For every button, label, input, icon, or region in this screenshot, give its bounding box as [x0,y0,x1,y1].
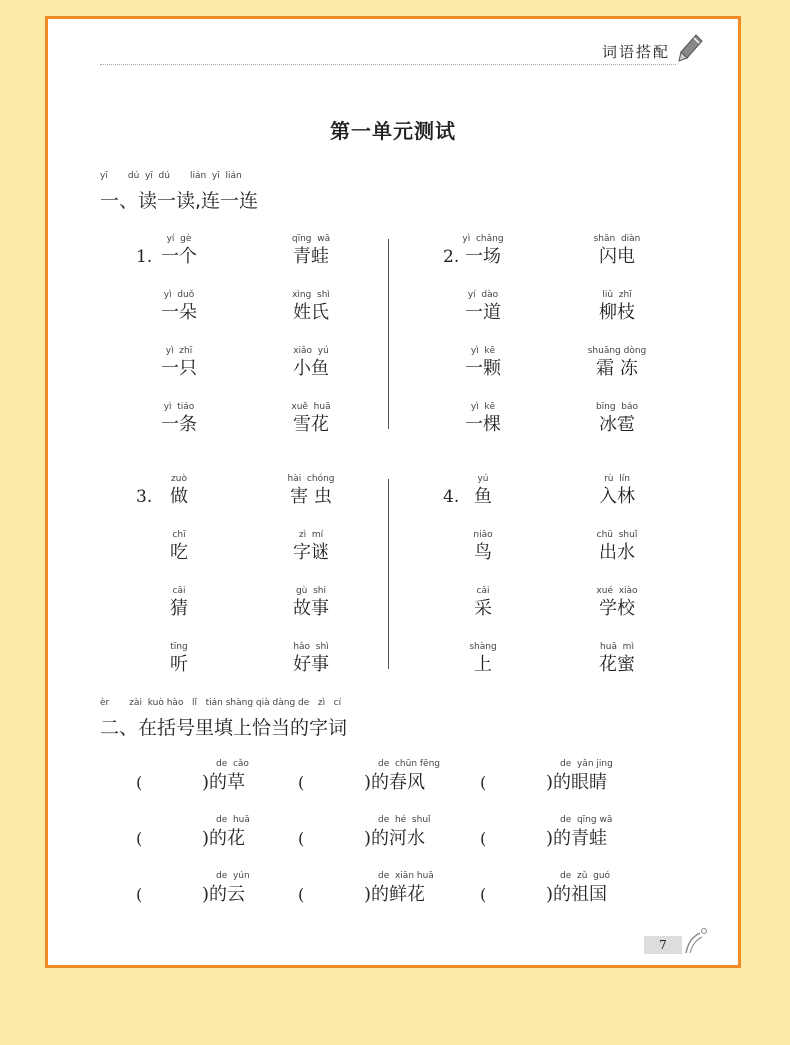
match-left-word[interactable] [134,346,224,381]
left-paren: ( [298,773,305,792]
word-pinyin: zuò [171,474,187,484]
word-hanzi: 柳枝 [599,302,635,323]
word-pinyin: xiǎo yú [293,346,329,356]
word-hanzi: 一个 [161,246,197,267]
match-right-word[interactable] [266,586,356,621]
match-right-word[interactable] [572,642,662,677]
word-hanzi: 字谜 [293,542,329,563]
word-hanzi: 花蜜 [599,654,635,675]
word-pinyin: hǎo shì [293,642,329,652]
match-left-word[interactable] [438,290,528,325]
match-left-word[interactable] [438,346,528,381]
word-hanzi: 做 [170,486,188,507]
left-paren: ( [298,885,305,904]
word-hanzi: 小鱼 [293,358,329,379]
word-pinyin: shàng [469,642,497,652]
left-paren: ( [480,829,487,848]
match-right-word[interactable] [572,290,662,325]
page-number: 7 [644,936,682,954]
word-hanzi: 出水 [599,542,635,563]
word-hanzi: 吃 [170,542,188,563]
blank-pinyin: de yǎn jing [560,759,613,769]
word-pinyin: niǎo [473,530,493,540]
word-pinyin: zì mí [298,530,324,540]
left-paren: ( [136,829,143,848]
match-left-word[interactable] [438,586,528,621]
match-left-word[interactable] [438,530,528,565]
swirl-decoration-icon [682,927,708,955]
blank-suffix: )的祖国 [546,884,608,905]
section1-pinyin: yī dú yī dú lián yī lián [100,171,242,181]
match-right-word[interactable] [572,586,662,621]
left-paren: ( [136,885,143,904]
word-hanzi: 鸟 [474,542,492,563]
word-pinyin: shǎn diàn [593,234,641,244]
match-right-word[interactable] [266,402,356,437]
match-right-word[interactable] [266,346,356,381]
section1-title-text: 一、读一读,连一连 [100,190,259,212]
word-hanzi: 害 虫 [290,486,332,507]
word-hanzi: 采 [474,598,492,619]
left-paren: ( [480,885,487,904]
header-title: 词语搭配 [601,43,670,61]
match-right-word[interactable] [266,642,356,677]
word-hanzi: 故事 [293,598,329,619]
group-number: 1. [136,247,153,267]
word-pinyin: yì duǒ [163,290,195,300]
match-left-word[interactable] [438,642,528,677]
left-paren: ( [136,773,143,792]
blank-pinyin: de xiān huā [378,871,434,881]
match-left-word[interactable] [438,402,528,437]
word-hanzi: 一颗 [465,358,501,379]
group-number: 2. [443,247,460,267]
word-hanzi: 一只 [161,358,197,379]
blank-suffix: )的鲜花 [364,884,426,905]
blank-pinyin: de chūn fēng [378,759,441,769]
word-hanzi: 一道 [465,302,501,323]
blank-suffix: )的青蛙 [546,828,608,849]
word-pinyin: yì kē [470,346,496,356]
word-hanzi: 好事 [293,654,329,675]
divider-line [388,239,389,429]
divider-line [388,479,389,669]
match-left-word[interactable] [134,402,224,437]
blank-suffix: )的眼睛 [546,772,608,793]
header-rule [100,64,676,65]
match-left-word[interactable] [134,642,224,677]
word-hanzi: 冰雹 [599,414,635,435]
blank-pinyin: de zǔ guó [560,871,611,881]
match-right-word[interactable] [572,234,662,269]
word-pinyin: yì tiáo [163,402,195,412]
match-right-word[interactable] [572,474,662,509]
match-right-word[interactable] [266,474,356,509]
blank-pinyin: de huā [216,815,250,825]
match-left-word[interactable] [134,290,224,325]
blank-pinyin: de yún [216,871,250,881]
word-pinyin: hài chóng [287,474,335,484]
word-pinyin: liǔ zhī [602,290,632,300]
match-right-word[interactable] [266,290,356,325]
word-pinyin: huā mì [600,642,634,652]
word-hanzi: 一条 [161,414,197,435]
word-pinyin: tīng [170,642,188,652]
word-hanzi: 霜 冻 [596,358,638,379]
word-pinyin: yú [477,474,489,484]
section2-title-text: 二、在括号里填上恰当的字词 [100,717,348,739]
word-hanzi: 入林 [599,486,635,507]
group-number: 3. [136,487,153,507]
word-pinyin: rù lín [604,474,630,484]
word-pinyin: cāi [172,586,186,596]
word-hanzi: 一场 [465,246,501,267]
word-pinyin: yì kē [470,402,496,412]
pencil-icon [678,33,704,63]
word-pinyin: cǎi [476,586,490,596]
left-paren: ( [480,773,487,792]
word-pinyin: yì chǎng [462,234,504,244]
blank-pinyin: de hé shuǐ [378,815,431,825]
section1-title [100,171,259,213]
word-pinyin: gù shi [295,586,327,596]
blank-pinyin: de cǎo [216,759,249,769]
word-hanzi: 雪花 [293,414,329,435]
word-pinyin: yì zhī [165,346,193,356]
word-hanzi: 猜 [170,598,188,619]
left-paren: ( [298,829,305,848]
match-right-word[interactable] [572,530,662,565]
word-pinyin: yí gè [166,234,192,244]
word-pinyin: chī [172,530,186,540]
word-pinyin: xìng shì [292,290,330,300]
word-hanzi: 一棵 [465,414,501,435]
word-hanzi: 听 [170,654,188,675]
word-hanzi: 鱼 [474,486,492,507]
blank-suffix: )的河水 [364,828,426,849]
blank-suffix: )的草 [202,772,246,793]
word-hanzi: 学校 [599,598,635,619]
match-right-word[interactable] [572,346,662,381]
section2-pinyin: èr zài kuò hào lǐ tián shàng qià dàng de zì cí [100,698,342,708]
match-right-word[interactable] [266,530,356,565]
blank-suffix: )的云 [202,884,246,905]
word-hanzi: 闪电 [599,246,635,267]
word-hanzi: 上 [474,654,492,675]
blank-suffix: )的春风 [364,772,426,793]
word-hanzi: 青蛙 [293,246,329,267]
blank-pinyin: de qīng wā [560,815,613,825]
word-pinyin: qīng wā [291,234,331,244]
match-right-word[interactable] [266,234,356,269]
blank-suffix: )的花 [202,828,246,849]
group-number: 4. [443,487,460,507]
word-pinyin: xuě huā [291,402,331,412]
unit-title: 第一单元测试 [330,119,456,143]
word-pinyin: chū shuǐ [596,530,638,540]
word-pinyin: xué xiào [596,586,638,596]
word-pinyin: shuāng dòng [587,346,647,356]
match-right-word[interactable] [572,402,662,437]
match-left-word[interactable] [134,586,224,621]
word-pinyin: bīng báo [595,402,639,412]
word-hanzi: 一朵 [161,302,197,323]
match-left-word[interactable] [438,234,528,269]
word-pinyin: yí dào [467,290,499,300]
word-hanzi: 姓氏 [293,302,329,323]
section2-title [100,698,348,740]
match-left-word[interactable] [134,474,224,509]
match-left-word[interactable] [134,234,224,269]
match-left-word[interactable] [134,530,224,565]
worksheet-page [45,16,741,968]
match-left-word[interactable] [438,474,528,509]
